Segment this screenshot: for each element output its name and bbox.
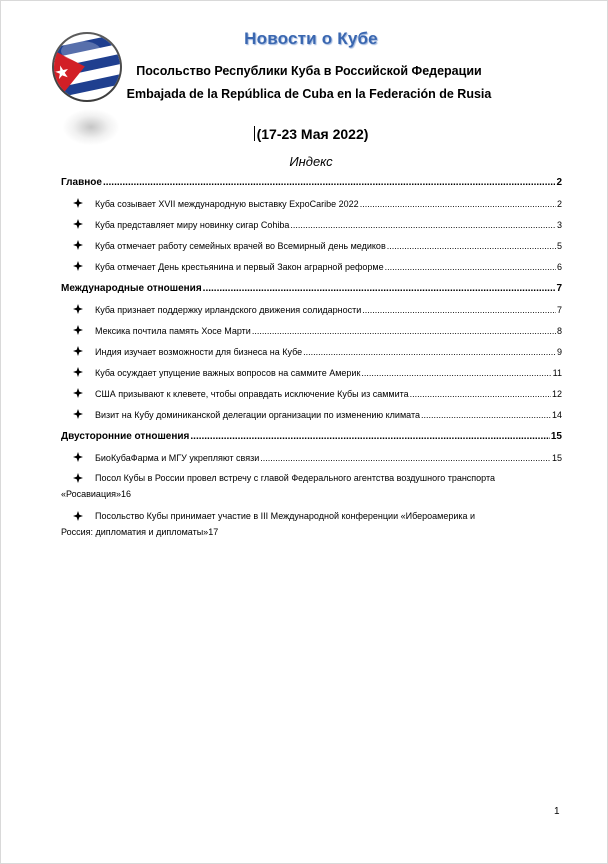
toc-item-label: Мексика почтила память Хосе Марти [95, 325, 251, 336]
dot-leader [387, 241, 556, 251]
dot-leader [361, 368, 551, 378]
toc-page-number: 7 [556, 282, 562, 294]
dot-leader [385, 262, 556, 272]
dot-leader [190, 431, 549, 442]
toc-item[interactable] [61, 404, 562, 425]
diamond-bullet-icon [73, 240, 83, 250]
toc-item[interactable] [61, 320, 562, 341]
toc-page-number: 17 [208, 527, 219, 537]
toc-page-number: 6 [556, 261, 562, 272]
index-heading: Индекс [289, 154, 333, 169]
diamond-bullet-icon [73, 346, 83, 356]
toc-item[interactable] [61, 470, 562, 502]
toc-item-label-line1: Посол Кубы в России провел встречу с главой Федерального агентства воздушного транспорта [95, 473, 496, 483]
toc-item-label: Куба отмечает работу семейных врачей во Всемирный день медиков [95, 240, 386, 251]
toc-item-label: Куба созывает XVII международную выставку ExpoCaribe 2022 [95, 198, 359, 209]
toc-item[interactable] [61, 193, 562, 214]
toc-item-label: БиоКубаФарма и МГУ укрепляют связи [95, 452, 260, 463]
dot-leader [252, 326, 556, 336]
diamond-bullet-icon [73, 304, 83, 314]
toc-item[interactable] [61, 299, 562, 320]
toc-item-label: Куба осуждает упущение важных вопросов на саммите Америк [95, 367, 361, 378]
diamond-bullet-icon [73, 452, 83, 462]
toc-item-label: Индия изучает возможности для бизнеса на Кубе [95, 346, 303, 357]
toc-page-number: 8 [556, 325, 562, 336]
toc-item-label: США призывают к клевете, чтобы оправдать исключение Кубы из саммита [95, 388, 409, 399]
dot-leader [360, 199, 556, 209]
toc-page-number: 15 [550, 430, 562, 442]
footer-page-number: 1 [554, 806, 560, 817]
toc-item[interactable] [61, 447, 562, 468]
date-range-text: (17-23 Мая 2022) [256, 126, 369, 142]
diamond-bullet-icon [73, 473, 83, 483]
dot-leader [362, 305, 556, 315]
toc-item[interactable] [61, 235, 562, 256]
toc-section-label: Главное [61, 176, 102, 188]
diamond-bullet-icon [73, 511, 83, 521]
text-cursor [254, 126, 255, 141]
dot-leader [303, 347, 556, 357]
diamond-bullet-icon [73, 409, 83, 419]
toc-item-label: Куба представляет миру новинку сигар Cohiba [95, 219, 290, 230]
toc-section-main[interactable] [61, 171, 562, 193]
embassy-name-es: Embajada de la República de Cuba en la Federación de Rusia [126, 87, 492, 101]
embassy-name-ru: Посольство Республики Куба в Российской Федерации [136, 64, 482, 78]
dot-leader [290, 220, 556, 230]
toc-page-number: 12 [551, 388, 562, 399]
toc-item-label-line2: Россия: дипломатия и дипломаты» [61, 527, 209, 537]
toc-page-number: 7 [556, 304, 562, 315]
toc-page-number: 5 [556, 240, 562, 251]
toc-item[interactable] [61, 362, 562, 383]
dot-leader [410, 389, 551, 399]
toc-item-label-line1: Посольство Кубы принимает участие в III Международной конференции «Ибероамерика и [95, 511, 476, 521]
toc-page-number: 3 [556, 219, 562, 230]
newsletter-title: Новости о Кубе [244, 29, 378, 48]
diamond-bullet-icon [73, 325, 83, 335]
toc-page-number: 16 [121, 489, 132, 499]
dot-leader [421, 410, 551, 420]
toc-section-bilateral[interactable] [61, 425, 562, 447]
toc-item-label-line2: «Росавиация» [61, 489, 121, 499]
date-range [1, 126, 608, 142]
toc-section-international[interactable] [61, 277, 562, 299]
diamond-bullet-icon [73, 388, 83, 398]
toc-page-number: 15 [551, 452, 562, 463]
toc-item[interactable] [61, 214, 562, 235]
toc-page-number: 14 [551, 409, 562, 420]
toc-section-label: Международные отношения [61, 282, 202, 294]
toc-item[interactable] [61, 341, 562, 362]
diamond-bullet-icon [73, 219, 83, 229]
toc-item[interactable] [61, 256, 562, 277]
table-of-contents [61, 171, 562, 546]
diamond-bullet-icon [73, 367, 83, 377]
dot-leader [203, 283, 556, 294]
toc-item[interactable] [61, 508, 562, 540]
toc-item-label: Куба отмечает День крестьянина и первый Закон аграрной реформе [95, 261, 384, 272]
diamond-bullet-icon [73, 198, 83, 208]
dot-leader [260, 453, 551, 463]
toc-section-label: Двусторонние отношения [61, 430, 190, 442]
diamond-bullet-icon [73, 261, 83, 271]
toc-item-label: Куба признает поддержку ирландского движения солидарности [95, 304, 362, 315]
toc-page-number: 2 [556, 176, 562, 188]
toc-page-number: 11 [552, 367, 562, 378]
toc-item[interactable] [61, 383, 562, 404]
toc-page-number: 9 [556, 346, 562, 357]
toc-page-number: 2 [556, 198, 562, 209]
toc-item-label: Визит на Кубу доминиканской делегации организации по изменению климата [95, 409, 420, 420]
dot-leader [103, 177, 555, 188]
